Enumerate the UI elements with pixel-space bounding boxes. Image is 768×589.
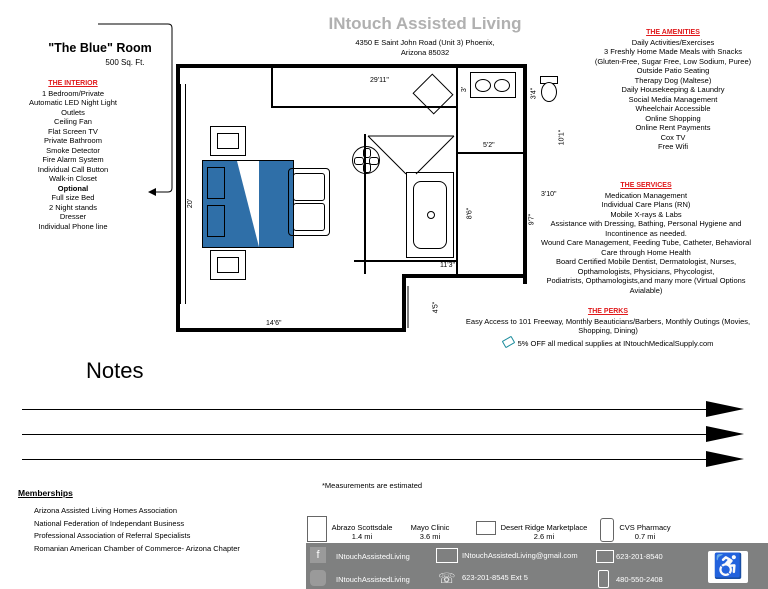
- contact-footer: [306, 543, 768, 589]
- amenity-item: Daily Housekeeping & Laundry: [621, 85, 725, 94]
- service-item: Medication Management: [604, 190, 688, 200]
- optional-item: Dresser: [59, 212, 87, 221]
- partition-shower: [456, 152, 524, 154]
- membership-item: Romanian American Chamber of Commerce- Arizona Chapter: [34, 543, 240, 553]
- place-name: Desert Ridge Marketplace: [500, 523, 588, 532]
- corner-desk: [412, 73, 453, 114]
- memberships-heading: Memberships: [18, 488, 73, 498]
- place-name: Mayo Clinic: [410, 523, 450, 532]
- service-item: Assistance with Dressing, Bathing, Personal Hygiene and: [550, 219, 742, 228]
- dim-bath-1: 3': [461, 86, 469, 93]
- place-name: CVS Pharmacy: [619, 523, 671, 532]
- service-item: Individual Care Plans (RN): [601, 200, 691, 209]
- services-section: [528, 181, 764, 295]
- dim-left: 20': [187, 198, 195, 209]
- interior-item: Smoke Detector: [46, 145, 100, 155]
- dim-closet: 5'2": [483, 142, 495, 149]
- service-item: Care through Home Health: [601, 247, 691, 257]
- facebook-icon: f: [310, 547, 326, 563]
- page-title: INtouch Assisted Living: [328, 14, 522, 33]
- door-swing: [406, 284, 446, 332]
- interior-item: Outlets: [61, 107, 85, 117]
- armchairs: [288, 168, 330, 236]
- partition-bath: [456, 68, 458, 154]
- note-line[interactable]: [22, 434, 718, 435]
- service-item: Board Certified Mobile Dentist, Dermatologist, Nurses,: [555, 257, 737, 266]
- note-line[interactable]: [22, 459, 718, 460]
- optional-label: Optional: [57, 183, 89, 193]
- perk-line: Shopping, Dining): [578, 326, 638, 335]
- arrow-right-icon: [706, 451, 744, 467]
- interior-item: Private Bathroom: [44, 136, 102, 145]
- dim-middle: 11'3": [440, 262, 455, 269]
- dim-bottom: 14'6": [266, 320, 282, 327]
- perk-line: Easy Access to 101 Freeway, Monthly Beauticians/Barbers, Monthly Outings (Movies,: [465, 316, 751, 326]
- bathtub: [406, 172, 454, 258]
- arrow-right-icon: [706, 401, 744, 417]
- amenity-item: Social Media Management: [628, 94, 718, 104]
- address-line-2: Arizona 85032: [400, 48, 450, 57]
- room-size: 500 Sq. Ft.: [105, 58, 145, 67]
- address-line-1: 4350 E Saint John Road (Unit 3) Phoenix,: [355, 38, 495, 47]
- dim-bath-2: 3'4": [530, 87, 538, 100]
- nightstand: [210, 250, 246, 280]
- room-name: "The Blue" Room: [48, 41, 152, 55]
- amenities-section: [584, 28, 762, 152]
- amenity-item: Online Shopping: [645, 113, 701, 123]
- arrow-right-icon: [706, 426, 744, 442]
- mobile-icon: [598, 570, 609, 588]
- service-item: Wound Care Management, Feeding Tube, Catheter, Behavioral: [541, 238, 751, 247]
- vanity: [470, 72, 516, 98]
- amenity-item: Cox TV: [660, 132, 686, 142]
- notes-title: Notes: [86, 358, 144, 383]
- sink-icon: [475, 79, 491, 92]
- place-distance: 2.6 mi: [533, 532, 555, 541]
- interior-item: Individual Call Button: [37, 164, 109, 174]
- dim-right-wall: 10'1": [558, 129, 566, 146]
- interior-item: Fire Alarm System: [42, 155, 104, 164]
- bed-sheet-fold: [237, 161, 259, 247]
- dim-top: 29'11": [370, 77, 389, 84]
- floor-plan: [176, 64, 566, 344]
- wheelchair-icon: ♿: [708, 551, 748, 583]
- facebook-handle[interactable]: INtouchAssistedLiving: [336, 552, 410, 561]
- service-item: Podiatrists, Opthamologists,and many more (Virtual Options: [546, 276, 746, 285]
- memberships-list: [34, 505, 240, 555]
- interior-section: [8, 79, 138, 231]
- interior-heading: THE INTERIOR: [48, 80, 98, 87]
- pillow: [207, 205, 225, 237]
- interior-item: Automatic LED Night Light: [29, 98, 117, 107]
- window-left: [180, 84, 186, 304]
- wall-bottom: [176, 328, 406, 332]
- fax-number[interactable]: 623-201-8540: [616, 552, 663, 561]
- dim-door-bottom: 4'5": [432, 301, 440, 314]
- place-distance: 3.6 mi: [419, 532, 441, 541]
- address: [320, 38, 530, 58]
- wall-lower-right: [402, 274, 527, 278]
- wall-top: [176, 64, 527, 68]
- amenity-item: (Gluten-Free, Sugar Free, Low Sodium, Puree): [594, 56, 752, 66]
- dim-shower: 3'10": [541, 191, 557, 198]
- pillow: [207, 167, 225, 199]
- bed: [202, 160, 294, 248]
- amenity-item: Online Rent Payments: [635, 123, 711, 132]
- nightstand: [210, 126, 246, 156]
- service-item: Avialable): [629, 285, 663, 295]
- optional-item: 2 Night stands: [49, 202, 97, 212]
- membership-item: Professional Association of Referral Specialists: [34, 531, 191, 540]
- partition-right-inner: [456, 154, 458, 274]
- place-distance: 0.7 mi: [634, 532, 656, 541]
- fax-icon: [596, 550, 614, 563]
- discount-text: 5% OFF all medical supplies at INtouchMedicalSupply.com: [517, 338, 714, 348]
- dim-door-right: 9'7": [528, 213, 536, 226]
- note-line[interactable]: [22, 409, 718, 410]
- services-heading: THE SERVICES: [620, 182, 672, 189]
- amenity-item: Outside Patio Seating: [636, 66, 710, 75]
- wall-right: [523, 64, 527, 284]
- nearby-place: [398, 523, 462, 541]
- instagram-icon: [310, 570, 326, 586]
- ceiling-fan-icon: [352, 146, 380, 174]
- instagram-handle[interactable]: INtouchAssistedLiving: [336, 575, 410, 584]
- nearby-place: [494, 523, 594, 541]
- nearby-place: [326, 523, 398, 541]
- place-name: Abrazo Scottsdale: [331, 523, 393, 532]
- service-item: Opthamologists, Physicians, Phycologist,: [577, 266, 715, 276]
- email-address[interactable]: INtouchAssistedLiving@gmail.com: [462, 551, 578, 560]
- amenity-item: 3 Freshly Home Made Meals with Snacks: [604, 47, 742, 56]
- sink-icon: [494, 79, 510, 92]
- amenity-item: Free Wifi: [658, 142, 688, 151]
- optional-item: Individual Phone line: [38, 221, 108, 231]
- optional-item: Full size Bed: [51, 193, 95, 202]
- phone-icon: ☏: [438, 570, 456, 586]
- service-item: Incontinence as needed.: [605, 228, 687, 238]
- interior-item: Walk-in Closet: [48, 174, 98, 183]
- partition-closet: [271, 68, 273, 108]
- perks-heading: THE PERKS: [587, 308, 629, 315]
- interior-item: 1 Bedroom/Private: [41, 88, 105, 98]
- phone-number[interactable]: 623-201-8545 Ext 5: [462, 573, 528, 582]
- nearby-place: [612, 523, 678, 541]
- amenity-item: Therapy Dog (Maltese): [634, 75, 712, 85]
- shopping-cart-icon: [476, 521, 496, 535]
- hospital-icon: [307, 516, 327, 542]
- amenity-item: Wheelchair Accessible: [635, 104, 711, 113]
- dim-inner: 8'6": [466, 207, 474, 220]
- mobile-number[interactable]: 480-550-2408: [616, 575, 663, 584]
- interior-item: Flat Screen TV: [48, 126, 98, 136]
- interior-item: Ceiling Fan: [54, 117, 92, 126]
- membership-item: Arizona Assisted Living Homes Association: [34, 506, 177, 515]
- amenities-heading: THE AMENITIES: [646, 29, 700, 36]
- email-icon: [436, 548, 458, 563]
- measurement-note: *Measurements are estimated: [322, 481, 423, 490]
- place-distance: 1.4 mi: [351, 532, 373, 541]
- membership-item: National Federation of Independant Business: [34, 518, 185, 528]
- service-item: Mobile X-rays & Labs: [610, 209, 682, 219]
- amenity-item: Daily Activities/Exercises: [631, 37, 715, 47]
